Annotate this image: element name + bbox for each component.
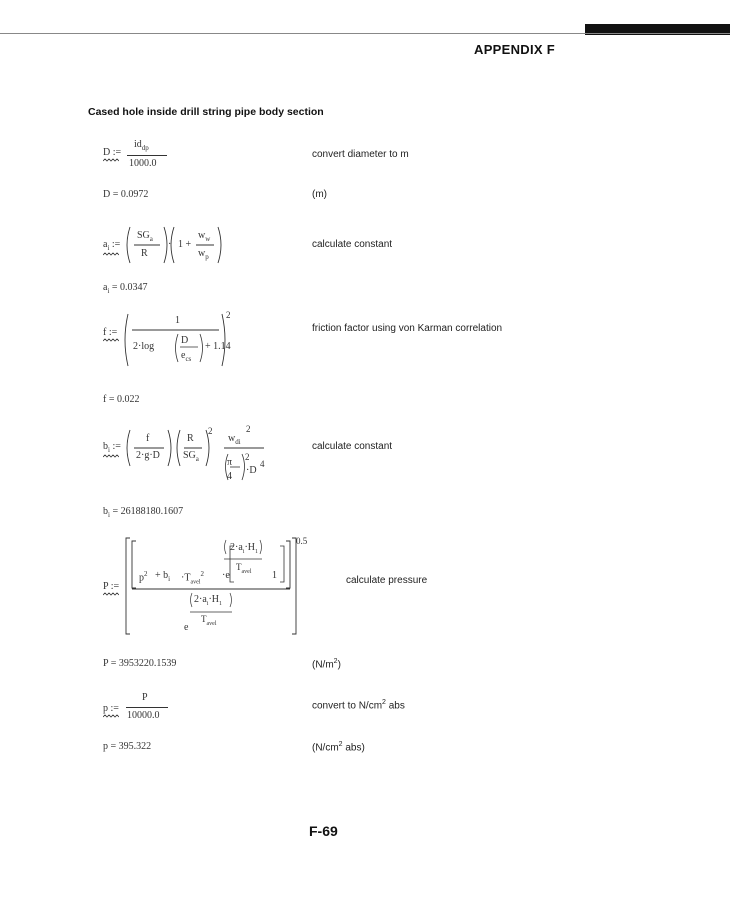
eq3-two-log: 2·log <box>133 341 155 352</box>
eq3-plus: + 1.14 <box>205 341 231 352</box>
eq6-denominator: 10000.0 <box>127 710 160 721</box>
eq1-note: convert diameter to m <box>312 149 409 160</box>
result-pressure-abs: p = 395.322 <box>103 741 152 752</box>
eq2-r: R <box>141 248 148 259</box>
result-pressure-unit: $(N/m^2)$ <box>312 658 341 671</box>
result-diameter: D = 0.0972 <box>103 189 149 200</box>
eq5-plus-b: + $b_i$ <box>155 570 171 583</box>
eq4-lhs: $b_i$ := <box>103 441 121 458</box>
eq6-note: convert to $N/cm^2$ abs <box>312 699 405 712</box>
eq6-numerator: P <box>142 692 148 703</box>
eq4-exp2: 2 <box>246 424 251 434</box>
eq5-den-exp-num: $2\cdot a_i\cdot H_1$ <box>194 594 223 607</box>
eq1-fraction-line <box>127 155 167 156</box>
definition-squiggle-icon <box>103 454 119 458</box>
eq4-exp4: 4 <box>260 459 265 469</box>
eq5-pow: 0.5 <box>296 536 308 546</box>
section-title: Cased hole inside drill string pipe body section <box>88 106 324 118</box>
eq2-wp: $w_p$ <box>198 248 209 261</box>
eq6-fraction-line <box>126 707 168 708</box>
eq1-numerator: $id_{dp}$ <box>134 139 149 152</box>
eq4-four: 4 <box>227 471 232 482</box>
result-diameter-unit: (m) <box>312 189 327 200</box>
eq5-den-e: e <box>184 622 189 633</box>
eq1-denominator: 1000.0 <box>129 158 157 169</box>
definition-squiggle-icon <box>103 338 119 342</box>
appendix-label: APPENDIX F <box>474 42 556 57</box>
eq4-exp1: 2 <box>208 426 213 436</box>
definition-squiggle-icon <box>103 252 119 256</box>
eq4-pi: π <box>227 457 233 468</box>
eq3-d: D <box>181 335 189 346</box>
header-rule <box>0 33 730 34</box>
result-pressure: P = 3953220.1539 <box>103 658 177 669</box>
eq1-lhs: D := <box>103 147 121 162</box>
eq4-sg: $SG_a$ <box>183 450 199 463</box>
eq6-lhs: p := <box>103 703 119 718</box>
eq2-one-plus: 1 + <box>178 239 192 250</box>
eq3-note: friction factor using von Karman correlation <box>312 323 503 334</box>
eq4-note: calculate constant <box>312 441 393 452</box>
page-number: F-69 <box>309 823 338 839</box>
eq5-p2: $p^2$ <box>139 570 148 584</box>
eq3-one: 1 <box>175 315 180 326</box>
eq4-f: f <box>146 433 150 444</box>
eq2-note: calculate constant <box>312 239 393 250</box>
result-friction-factor: f = 0.022 <box>103 394 140 405</box>
eq5-minus1: 1 <box>272 570 277 581</box>
eq4-exp3: 2 <box>245 452 250 462</box>
eq4-r: R <box>187 433 194 444</box>
result-constant-a: $a_i = 0.0347$ <box>103 282 148 295</box>
eq4-wdi: $w_{di}$ <box>228 433 241 446</box>
definition-squiggle-icon <box>103 714 119 718</box>
eq5-exp-num: $2\cdot a_i\cdot H_1$ <box>230 542 259 555</box>
eq4-dexp: ·D <box>246 465 257 476</box>
definition-squiggle-icon <box>103 158 119 162</box>
eq3-lhs: f := <box>103 327 119 342</box>
result-pressure-abs-unit: ($N/cm^2$ abs) <box>312 741 365 754</box>
eq4-den1: 2·g·D <box>136 450 160 461</box>
eq5-dot-e: ·e <box>222 570 230 581</box>
eq5-note: calculate pressure <box>346 575 428 586</box>
eq2-lhs: $a_i$ := <box>103 239 120 256</box>
eq3-ecs: $e_{cs}$ <box>181 350 192 363</box>
eq5-den-exp-den: $T_{avel}$ <box>201 614 217 627</box>
eq5-tavg: $\cdot T_{avel}^2$ <box>181 570 204 586</box>
definition-squiggle-icon <box>103 592 119 596</box>
eq3-exp: 2 <box>226 310 231 320</box>
result-constant-b: $b_i = 26188180.1607$ <box>103 506 184 519</box>
eq5-lhs: P := <box>103 581 119 596</box>
eq5-exp-den: $T_{avel}$ <box>236 562 252 575</box>
eq2-ww: $w_w$ <box>198 230 211 243</box>
eq2-sg: $SG_a$ <box>137 230 153 243</box>
